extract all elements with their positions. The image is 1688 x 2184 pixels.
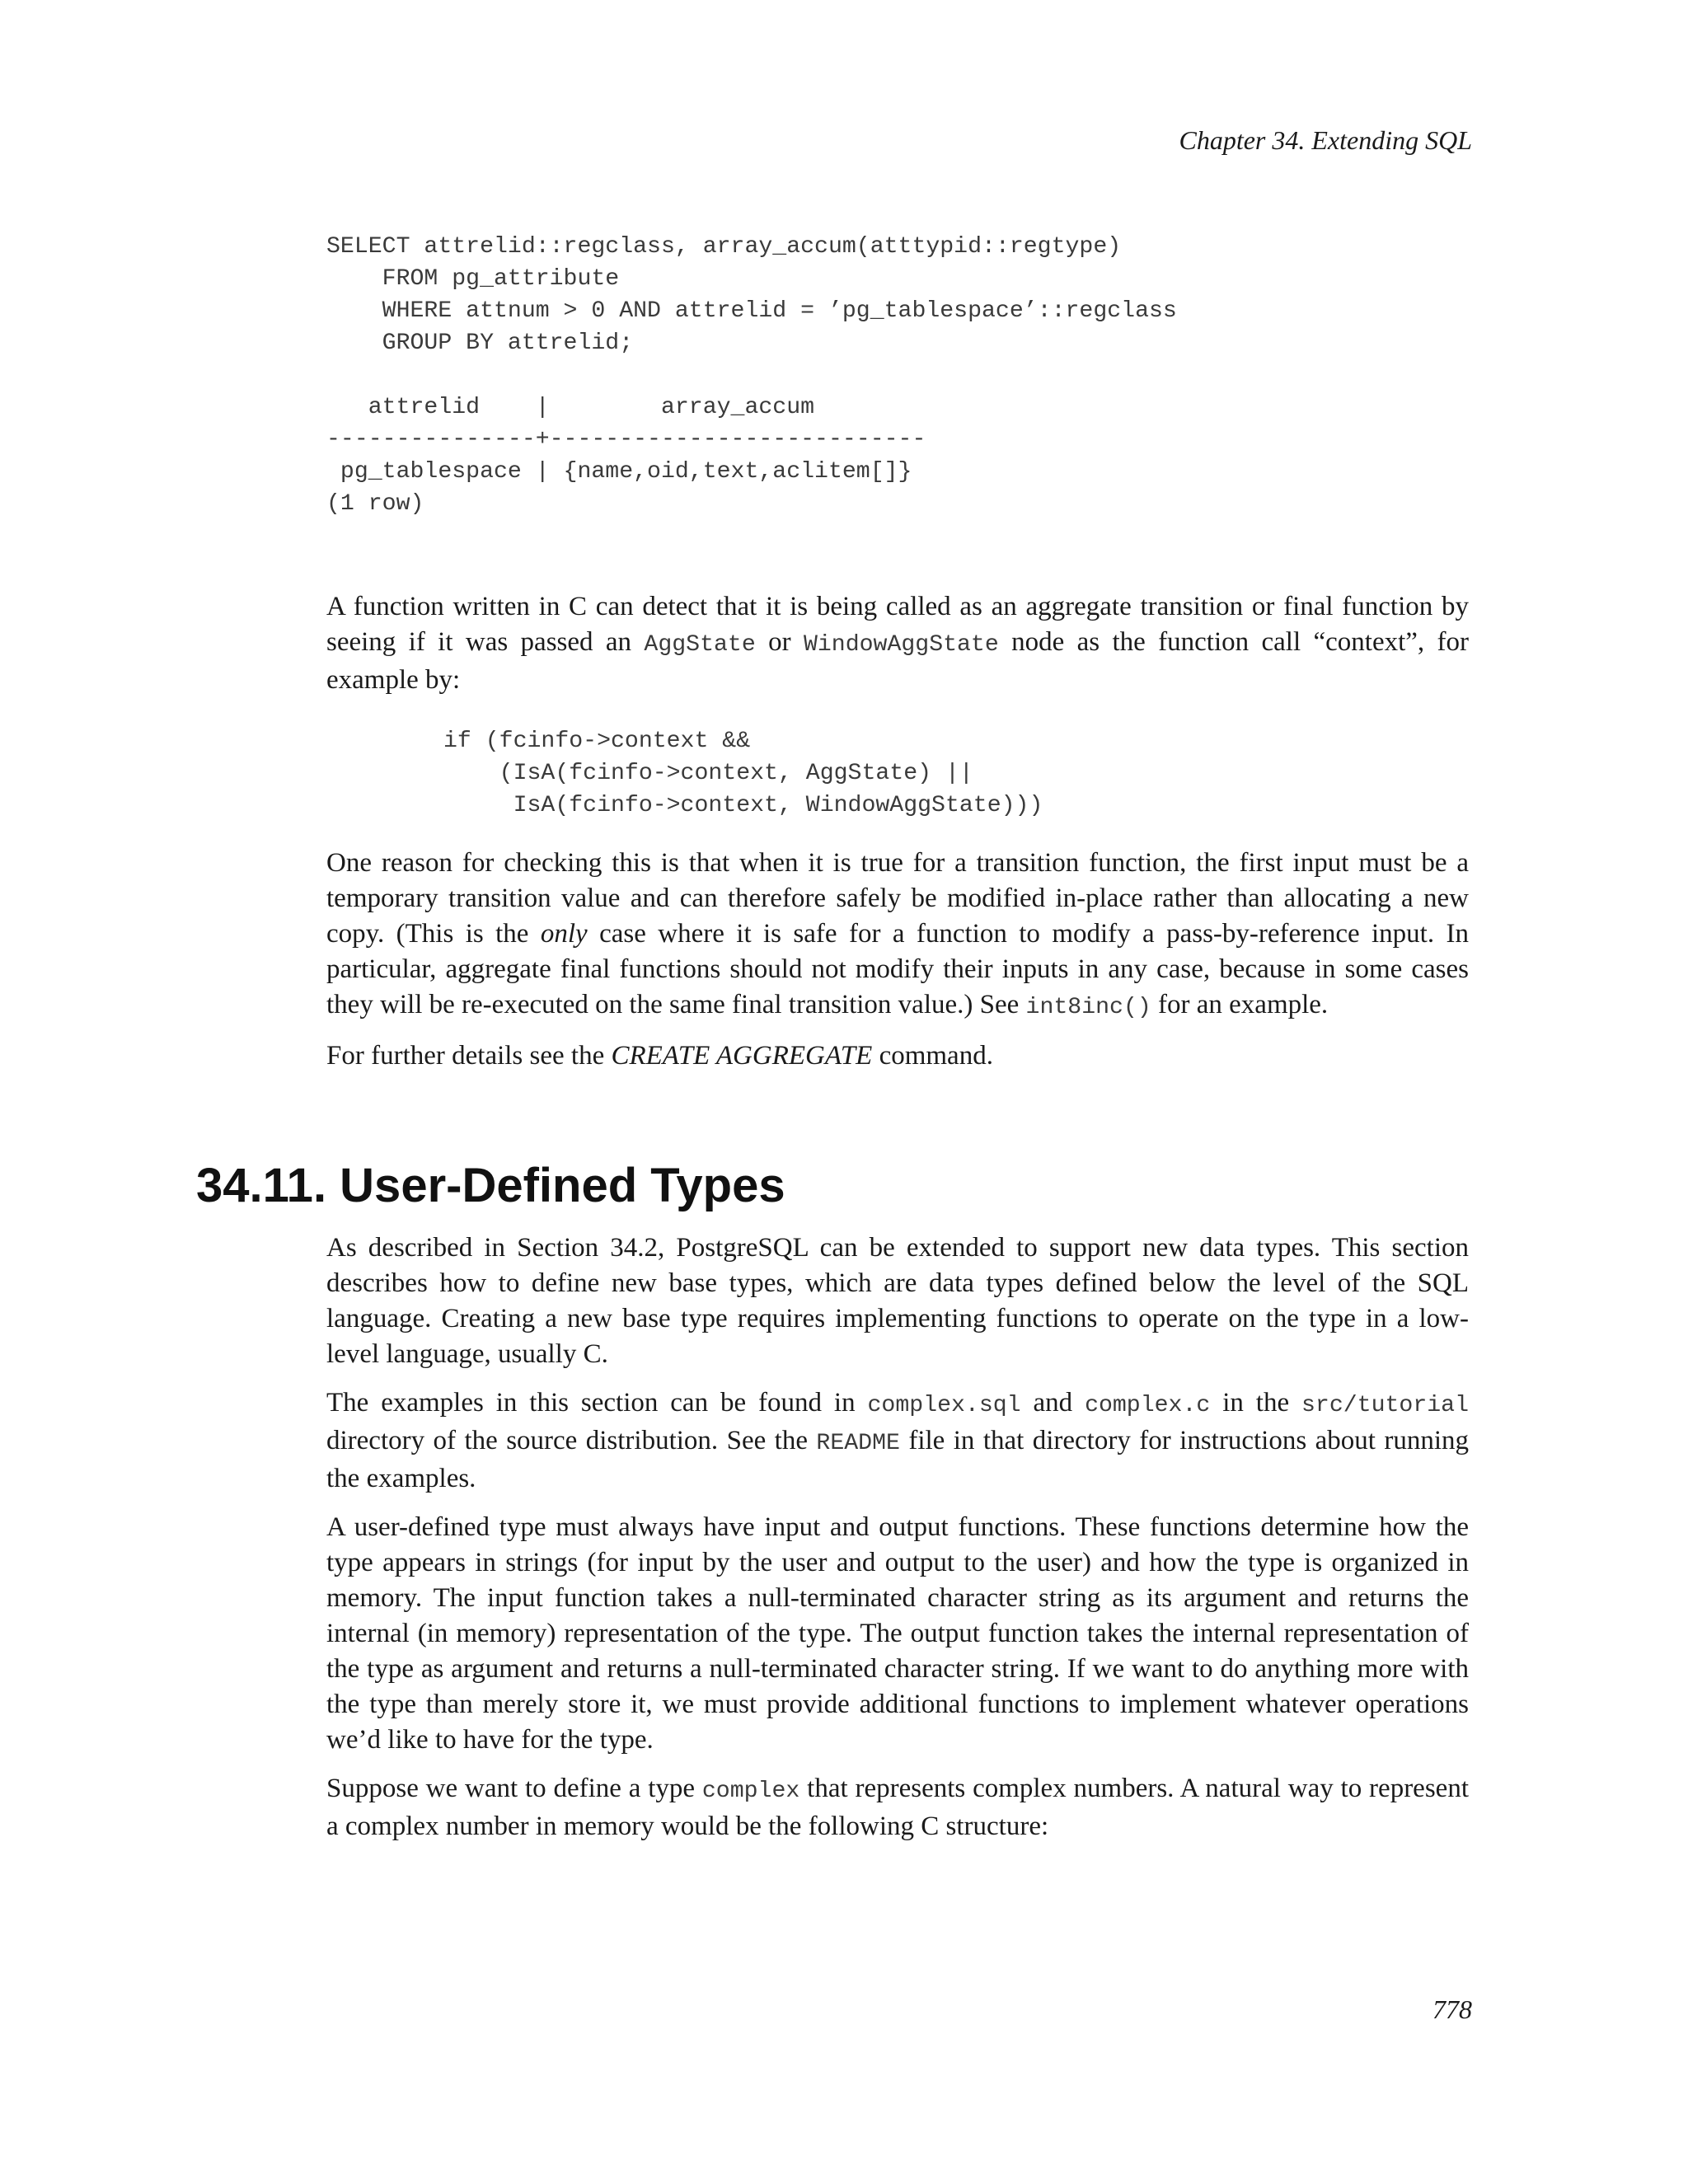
text-run: case where it is safe for a function to modify a pass-by-reference input. In particular, aggregate final functions should not modify their inputs in any case, because in some cases they will be re-executed on the same final transition value.) See: [326, 919, 1469, 1019]
aggregate-notes-text: [326, 846, 1469, 1087]
section-body: [326, 1230, 1469, 1858]
inline-code-readme: README: [816, 1431, 900, 1456]
sql-query-code-block: SELECT attrelid::regclass, array_accum(atttypid::regtype) FROM pg_attribute WHERE attnum > 0 AND attrelid = ’pg_tablespace’::regclass GROUP BY attrelid; attrelid | array_accum ---------------+--------------------------- pg_tablespace | {name,oid,text,aclitem[]} (1 row): [326, 234, 1177, 517]
text-run: in the: [1210, 1388, 1302, 1418]
inline-code-aggstate: AggState: [644, 632, 756, 658]
text-run: A function written in C can detect that it is being called as an aggregate transition or final function by seeing if it was passed an: [326, 592, 1469, 657]
paragraph-context-detection: [326, 589, 1469, 698]
text-run: that represents complex numbers. A natural way to represent a complex number in memory would be the following C structure:: [326, 1774, 1469, 1841]
paragraph-further-details: [326, 1038, 1469, 1074]
paragraph-io-functions: A user-defined type must always have input and output functions. These functions determine how the type appears in strings (for input by the user and output to the user) and how the type is organized in memory. The input function takes a null-terminated character string as its argument and returns the internal (in memory) representation of the type. The output function takes the internal representation of the type as argument and returns a null-terminated character string. If we want to do anything more with the type than merely store it, we must provide additional functions to implement whatever operations we’d like to have for the type.: [326, 1512, 1469, 1755]
text-run: or: [755, 627, 804, 657]
inline-code-src-tutorial: src/tutorial: [1301, 1393, 1469, 1418]
text-run: command.: [872, 1041, 993, 1071]
paragraph-intro: As described in Section 34.2, PostgreSQL can be extended to support new data types. This section describes how to define new base types, which are data types defined below the level of the SQL language. Creating a new base type requires implementing functions to operate on the type in a low-level language, usually C.: [326, 1233, 1469, 1369]
text-run: file in that directory for instructions about running the examples.: [326, 1426, 1469, 1493]
chapter-header: Chapter 34. Extending SQL: [1179, 125, 1472, 155]
text-run: One reason for checking this is that when it is true for a transition function, the first input must be a temporary transition value and can therefore safely be modified in-place rather than allocating a new copy. (This is the: [326, 848, 1469, 949]
inline-code-complex: complex: [701, 1779, 800, 1804]
text-run: The examples in this section can be found in: [326, 1388, 868, 1418]
context-check-code-block: if (fcinfo->context && (IsA(fcinfo->context, AggState) || IsA(fcinfo->context, WindowAggState))): [443, 729, 1043, 818]
paragraph-complex-type: [326, 1771, 1469, 1844]
aggregate-context-text: [326, 589, 1469, 711]
inline-code-complex-sql: complex.sql: [867, 1393, 1021, 1418]
page-number: 778: [1432, 1994, 1472, 2024]
text-run: directory of the source distribution. See the: [326, 1426, 817, 1455]
inline-code-windowaggstate: WindowAggState: [803, 632, 999, 658]
text-run: node as the function call “context”, for example by:: [326, 627, 1469, 695]
inline-code-int8inc: int8inc(): [1025, 995, 1151, 1020]
text-run: For further details see the: [326, 1041, 612, 1071]
text-run: and: [1020, 1388, 1085, 1418]
text-run: for an example.: [1151, 990, 1329, 1019]
link-create-aggregate[interactable]: CREATE AGGREGATE: [611, 1041, 873, 1071]
section-title: 34.11. User-Defined Types: [196, 1159, 785, 1212]
text-run: Suppose we want to define a type: [326, 1774, 702, 1803]
paragraph-transition-value: [326, 846, 1469, 1025]
inline-code-complex-c: complex.c: [1085, 1393, 1211, 1418]
paragraph-examples-location: [326, 1385, 1469, 1497]
emphasis-only: only: [540, 919, 588, 949]
